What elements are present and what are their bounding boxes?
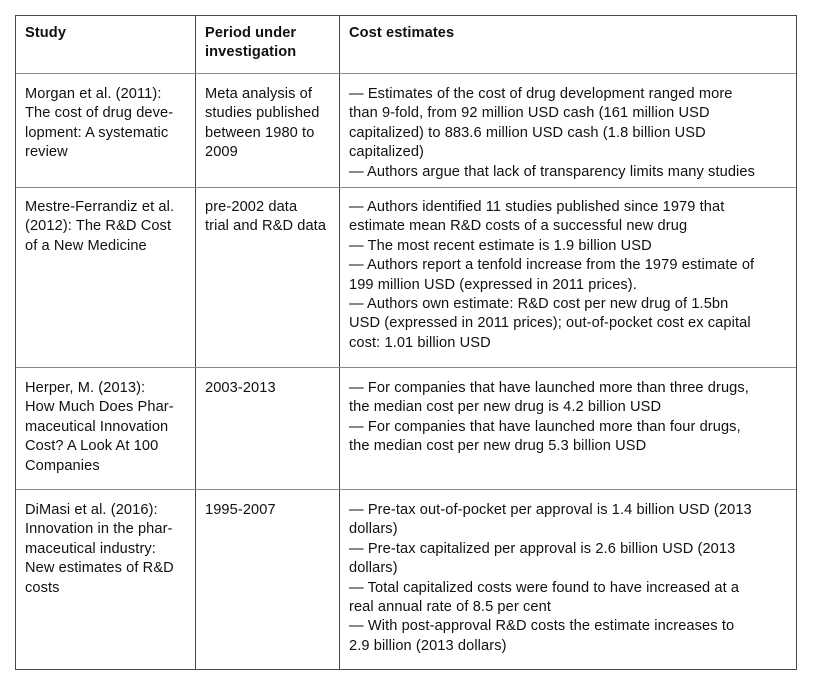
cost-line: — Pre-tax capitalized per approval is 2.6 billion USD (2013 xyxy=(349,540,736,557)
cost-line: than 9-fold, from 92 million USD cash (161 million USD xyxy=(349,105,710,122)
cost-line: dollars) xyxy=(349,521,398,538)
table-row-2-cost xyxy=(349,379,749,457)
cost-line: — Authors argue that lack of transparency limits many studies xyxy=(349,163,755,180)
table-row-2-period xyxy=(205,379,276,398)
study-line: maceutical industry: xyxy=(25,540,156,557)
header-period-line: investigation xyxy=(205,44,297,61)
table-row-1-period xyxy=(205,198,326,237)
cost-estimates-table xyxy=(15,15,797,670)
column-divider xyxy=(339,16,340,669)
cost-line: — Pre-tax out-of-pocket per approval is 1.4 billion USD (2013 xyxy=(349,502,752,518)
cost-line: — Authors own estimate: R&D cost per new drug of 1.5bn xyxy=(349,296,729,313)
header-period xyxy=(205,24,296,63)
study-line: The cost of drug deve- xyxy=(25,105,174,122)
cost-line: — Total capitalized costs were found to have increased at a xyxy=(349,579,740,596)
period-line: 2009 xyxy=(205,144,238,161)
row-divider xyxy=(16,187,796,188)
period-line: studies published xyxy=(205,105,320,122)
header-cost xyxy=(349,24,454,43)
header-period-line: Period under xyxy=(205,25,297,41)
period-line: 1995-2007 xyxy=(205,502,276,518)
header-study xyxy=(25,24,66,43)
cost-line: capitalized) xyxy=(349,144,425,161)
study-line: (2012): The R&D Cost xyxy=(25,218,172,235)
cost-line: cost: 1.01 billion USD xyxy=(349,334,491,351)
column-divider xyxy=(195,16,196,669)
row-divider xyxy=(16,367,796,368)
study-line: Companies xyxy=(25,457,100,474)
period-line: between 1980 to xyxy=(205,124,315,141)
header-study-text: Study xyxy=(25,25,67,41)
table-row-1-study xyxy=(25,198,174,256)
cost-line: — Authors identified 11 studies published since 1979 that xyxy=(349,199,725,215)
study-line: maceutical Innovation xyxy=(25,418,169,435)
cost-line: — For companies that have launched more than three drugs, xyxy=(349,380,749,396)
table-row-3-cost xyxy=(349,501,752,656)
cost-line: — With post-approval R&D costs the estimate increases to xyxy=(349,618,735,635)
cost-line: estimate mean R&D costs of a successful new drug xyxy=(349,218,688,235)
header-cost-text: Cost estimates xyxy=(349,25,455,41)
table-row-1-cost xyxy=(349,198,754,353)
study-line: How Much Does Phar- xyxy=(25,399,174,416)
cost-line: the median cost per new drug 5.3 billion USD xyxy=(349,438,647,455)
table-row-3-period xyxy=(205,501,276,520)
cost-line: — The most recent estimate is 1.9 billion USD xyxy=(349,237,652,254)
period-line: Meta analysis of xyxy=(205,86,313,102)
study-line: Morgan et al. (2011): xyxy=(25,86,162,102)
study-line: of a New Medicine xyxy=(25,237,147,254)
table-row-0-study xyxy=(25,85,173,163)
study-line: DiMasi et al. (2016): xyxy=(25,502,158,518)
table-row-0-cost xyxy=(349,85,755,182)
study-line: lopment: A systematic xyxy=(25,124,169,141)
study-line: Herper, M. (2013): xyxy=(25,380,146,396)
row-divider xyxy=(16,489,796,490)
cost-line: — Estimates of the cost of drug development ranged more xyxy=(349,86,733,102)
cost-line: capitalized) to 883.6 million USD cash (1.8 billion USD xyxy=(349,124,706,141)
table-row-3-study xyxy=(25,501,174,598)
study-line: Cost? A Look At 100 xyxy=(25,438,159,455)
study-line: Mestre-Ferrandiz et al. xyxy=(25,199,175,215)
period-line: trial and R&D data xyxy=(205,218,327,235)
cost-line: 199 million USD (expressed in 2011 prices). xyxy=(349,276,637,293)
cost-line: real annual rate of 8.5 per cent xyxy=(349,599,551,616)
study-line: review xyxy=(25,144,68,161)
study-line: costs xyxy=(25,579,60,596)
cost-line: dollars) xyxy=(349,560,398,577)
study-line: New estimates of R&D xyxy=(25,560,174,577)
period-line: pre-2002 data xyxy=(205,199,298,215)
study-line: Innovation in the phar- xyxy=(25,521,173,538)
cost-line: 2.9 billion (2013 dollars) xyxy=(349,637,507,654)
cost-line: the median cost per new drug is 4.2 billion USD xyxy=(349,399,662,416)
table-row-0-period xyxy=(205,85,319,163)
cost-line: — Authors report a tenfold increase from the 1979 estimate of xyxy=(349,257,755,274)
row-divider xyxy=(16,73,796,74)
cost-line: — For companies that have launched more than four drugs, xyxy=(349,418,741,435)
period-line: 2003-2013 xyxy=(205,380,276,396)
cost-line: USD (expressed in 2011 prices); out-of-pocket cost ex capital xyxy=(349,315,751,332)
table-row-2-study xyxy=(25,379,174,476)
